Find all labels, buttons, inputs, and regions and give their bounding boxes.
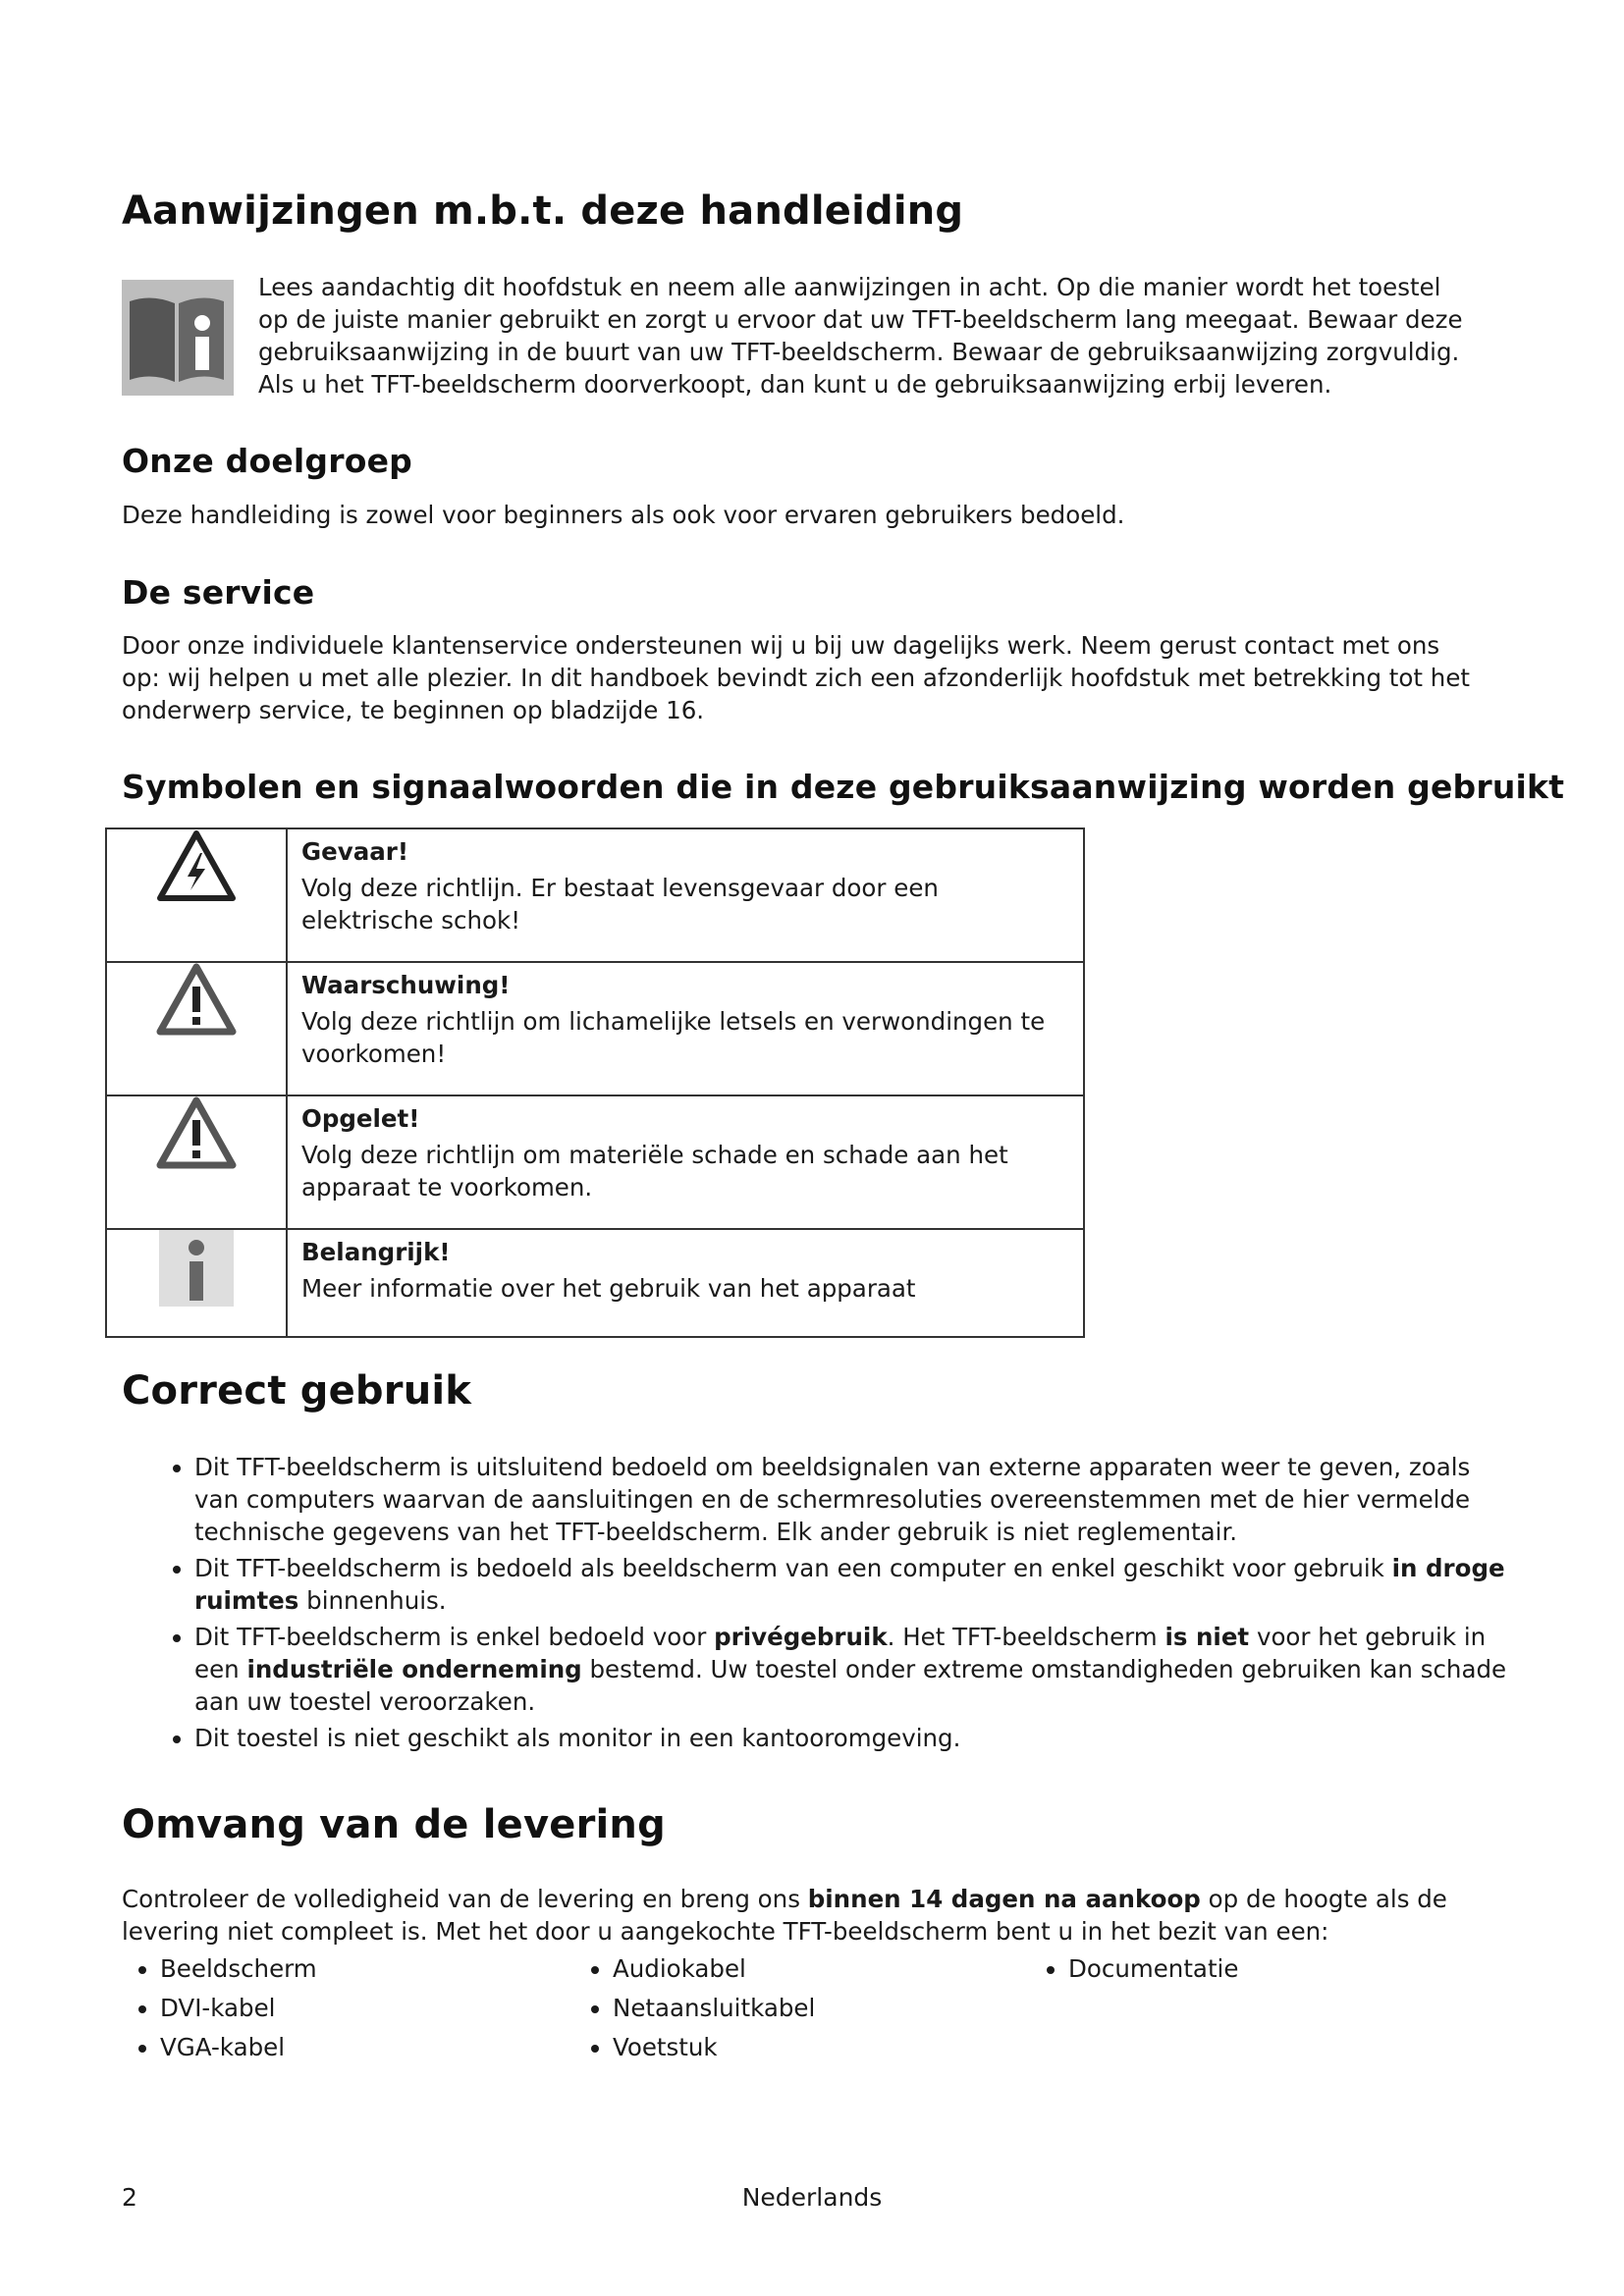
symbols-table	[105, 828, 1085, 1338]
list-item: • Beeldscherm	[160, 1949, 317, 1989]
footer-language: Nederlands	[741, 2183, 883, 2212]
warning-triangle-icon	[156, 963, 237, 1036]
manual-info-icon	[122, 280, 234, 396]
intro-paragraph: Lees aandachtig dit hoofdstuk en neem alle aanwijzingen in acht. Op die manier wordt het toestel op de juiste manier gebruikt en zorgt u ervoor dat uw TFT-beeldscherm lang meegaat. Bewaar deze gebruiksaanwijzing in de buurt van uw TFT-beeldscherm. Bewaar de gebruiksaanwijzing zorgvuldig. Als u het TFT-beeldscherm doorverkoopt, dan kunt u de gebruiksaanwijzing erbij leveren.	[258, 273, 1463, 399]
list-item: • Dit toestel is niet geschikt als monitor in een kantooromgeving.	[194, 1722, 1515, 1754]
service-paragraph: Door onze individuele klantenservice ondersteunen wij u bij uw dagelijks werk. Neem gerust contact met ons op: wij helpen u met alle plezier. In dit handboek bevindt zich een afzonderlijk hoofdstuk met betrekking tot het onderwerp service, te beginnen op bladzijde 16.	[122, 631, 1470, 724]
correct-use-heading: Correct gebruik	[122, 1368, 472, 1414]
symbol-description: Volg deze richtlijn. Er bestaat levensgevaar door een elektrische schok!	[301, 874, 939, 934]
delivery-paragraph: Controleer de volledigheid van de levering en breng ons binnen 14 dagen na aankoop op de hoogte als de levering niet compleet is. Met het door u aangekochte TFT-beeldscherm bent u in het bezit van een:	[122, 1885, 1447, 1946]
target-group-heading: Onze doelgroep	[122, 442, 412, 480]
electric-hazard-icon	[156, 829, 237, 902]
list-item: • Dit TFT-beeldscherm is uitsluitend bedoeld om beeldsignalen van externe apparaten weer te geven, zoals van computers waarvan de aansluitingen en de schermresoluties overeenstemmen met de hier vermelde technische gegevens van het TFT-beeldscherm. Elk ander gebruik is niet reglementair.	[194, 1451, 1515, 1548]
list-item: • Audiokabel	[613, 1949, 815, 1989]
delivery-list-column-2	[585, 1949, 815, 2067]
symbol-row	[106, 1095, 1084, 1229]
correct-use-list	[157, 1451, 1515, 1758]
symbol-row	[106, 828, 1084, 962]
info-icon	[159, 1230, 234, 1307]
list-item: • Dit TFT-beeldscherm is enkel bedoeld voor privégebruik. Het TFT-beeldscherm is niet voor het gebruik in een industriële onderneming bestemd. Uw toestel onder extreme omstandigheden gebruiken kan schade aan uw toestel veroorzaken.	[194, 1621, 1515, 1718]
list-item: • DVI-kabel	[160, 1989, 317, 2028]
symbol-row	[106, 1229, 1084, 1337]
list-item: • VGA-kabel	[160, 2028, 317, 2067]
symbol-label: Gevaar!	[301, 837, 409, 866]
symbol-label: Belangrijk!	[301, 1238, 451, 1266]
symbol-description: Volg deze richtlijn om lichamelijke letsels en verwondingen te voorkomen!	[301, 1007, 1046, 1068]
target-group-paragraph: Deze handleiding is zowel voor beginners als ook voor ervaren gebruikers bedoeld.	[122, 501, 1125, 529]
symbol-label: Opgelet!	[301, 1104, 420, 1133]
list-item: • Documentatie	[1068, 1949, 1238, 1989]
page-title: Aanwijzingen m.b.t. deze handleiding	[122, 188, 964, 234]
page-number: 2	[122, 2183, 137, 2212]
list-item: • Dit TFT-beeldscherm is bedoeld als beeldscherm van een computer en enkel geschikt voor gebruik in droge ruimtes binnenhuis.	[194, 1552, 1515, 1617]
symbol-description: Meer informatie over het gebruik van het apparaat	[301, 1274, 916, 1303]
symbol-description: Volg deze richtlijn om materiële schade en schade aan het apparaat te voorkomen.	[301, 1141, 1008, 1201]
caution-triangle-icon	[156, 1096, 237, 1169]
delivery-list-column-1	[133, 1949, 317, 2067]
delivery-heading: Omvang van de levering	[122, 1802, 666, 1847]
delivery-list-column-3	[1041, 1949, 1238, 1989]
service-heading: De service	[122, 573, 315, 612]
symbols-heading: Symbolen en signaalwoorden die in deze gebruiksaanwijzing worden gebruikt	[122, 768, 1565, 806]
list-item: • Voetstuk	[613, 2028, 815, 2067]
symbol-row	[106, 962, 1084, 1095]
symbol-label: Waarschuwing!	[301, 971, 511, 999]
list-item: • Netaansluitkabel	[613, 1989, 815, 2028]
